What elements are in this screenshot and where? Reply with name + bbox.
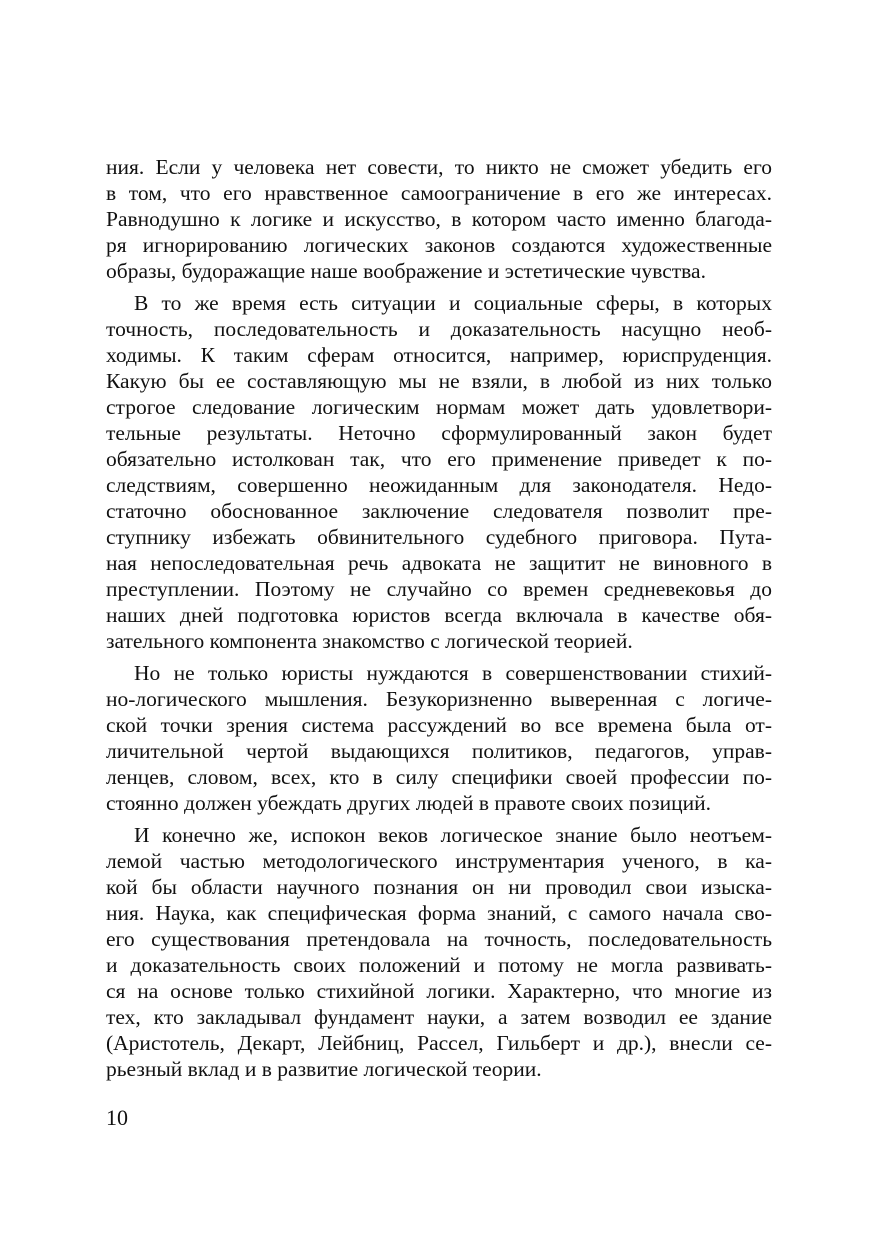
- text-line: ленцев, словом, всех, кто в силу специфики своей профессии по-: [106, 765, 772, 789]
- text-line: рьезный вклад и в развитие логической теории.: [106, 1057, 542, 1081]
- text-line: кой бы области научного познания он ни проводил свои изыска-: [106, 875, 772, 899]
- text-line: ная непоследовательная речь адвоката не защитит не виновного в: [106, 551, 772, 575]
- text-line: в том, что его нравственное самоограничение в его же интересах.: [106, 181, 772, 205]
- text-line: ря игнорированию логических законов создаются художественные: [106, 233, 772, 257]
- text-line: тех, кто закладывал фундамент науки, а затем возводил ее здание: [106, 1005, 772, 1029]
- text-line: В то же время есть ситуации и социальные сферы, в которых: [134, 291, 772, 315]
- text-line: И конечно же, испокон веков логическое знание было неотъем-: [134, 823, 772, 847]
- text-line: строгое следование логическим нормам может дать удовлетвори-: [106, 395, 772, 419]
- text-line: стоянно должен убеждать других людей в правоте своих позиций.: [106, 791, 712, 815]
- text-line: образы, будоражащие наше воображение и эстетические чувства.: [106, 259, 706, 283]
- text-line: ния. Если у человека нет совести, то никто не сможет убедить его: [106, 155, 772, 179]
- text-line: следствиям, совершенно неожиданным для законодателя. Недо-: [106, 473, 772, 497]
- text-line: ступнику избежать обвинительного судебного приговора. Пута-: [106, 525, 772, 549]
- text-line: ся на основе только стихийной логики. Характерно, что многие из: [106, 979, 772, 1003]
- text-line: обязательно истолкован так, что его применение приведет к по-: [106, 447, 772, 471]
- text-line: точность, последовательность и доказательность насущно необ-: [106, 317, 772, 341]
- text-line: его существования претендовала на точность, последовательность: [106, 927, 772, 951]
- text-line: Равнодушно к логике и искусство, в котором часто именно благода-: [106, 207, 772, 231]
- text-line: (Аристотель, Декарт, Лейбниц, Рассел, Гильберт и др.), внесли се-: [106, 1031, 772, 1055]
- body-text: [106, 154, 772, 1082]
- text-line: ской точки зрения система рассуждений во все времена была от-: [106, 713, 772, 737]
- text-line: наших дней подготовка юристов всегда включала в качестве обя-: [106, 603, 772, 627]
- page-number: 10: [106, 1105, 128, 1130]
- text-line: личительной чертой выдающихся политиков, педагогов, управ-: [106, 739, 772, 763]
- text-line: Но не только юристы нуждаются в совершенствовании стихий-: [134, 661, 772, 685]
- text-line: статочно обоснованное заключение следователя позволит пре-: [106, 499, 772, 523]
- text-line: но-логического мышления. Безукоризненно выверенная с логиче-: [106, 687, 772, 711]
- text-line: преступлении. Поэтому не случайно со времен средневековья до: [106, 577, 772, 601]
- text-line: тельные результаты. Неточно сформулированный закон будет: [106, 421, 772, 445]
- text-line: Какую бы ее составляющую мы не взяли, в любой из них только: [106, 369, 772, 393]
- text-line: лемой частью методологического инструментария ученого, в ка-: [106, 849, 772, 873]
- text-line: ходимы. К таким сферам относится, например, юриспруденция.: [106, 343, 772, 367]
- text-line: ния. Наука, как специфическая форма знаний, с самого начала сво-: [106, 901, 772, 925]
- text-line: и доказательность своих положений и потому не могла развивать-: [106, 953, 772, 977]
- text-line: зательного компонента знакомство с логической теорией.: [106, 629, 633, 653]
